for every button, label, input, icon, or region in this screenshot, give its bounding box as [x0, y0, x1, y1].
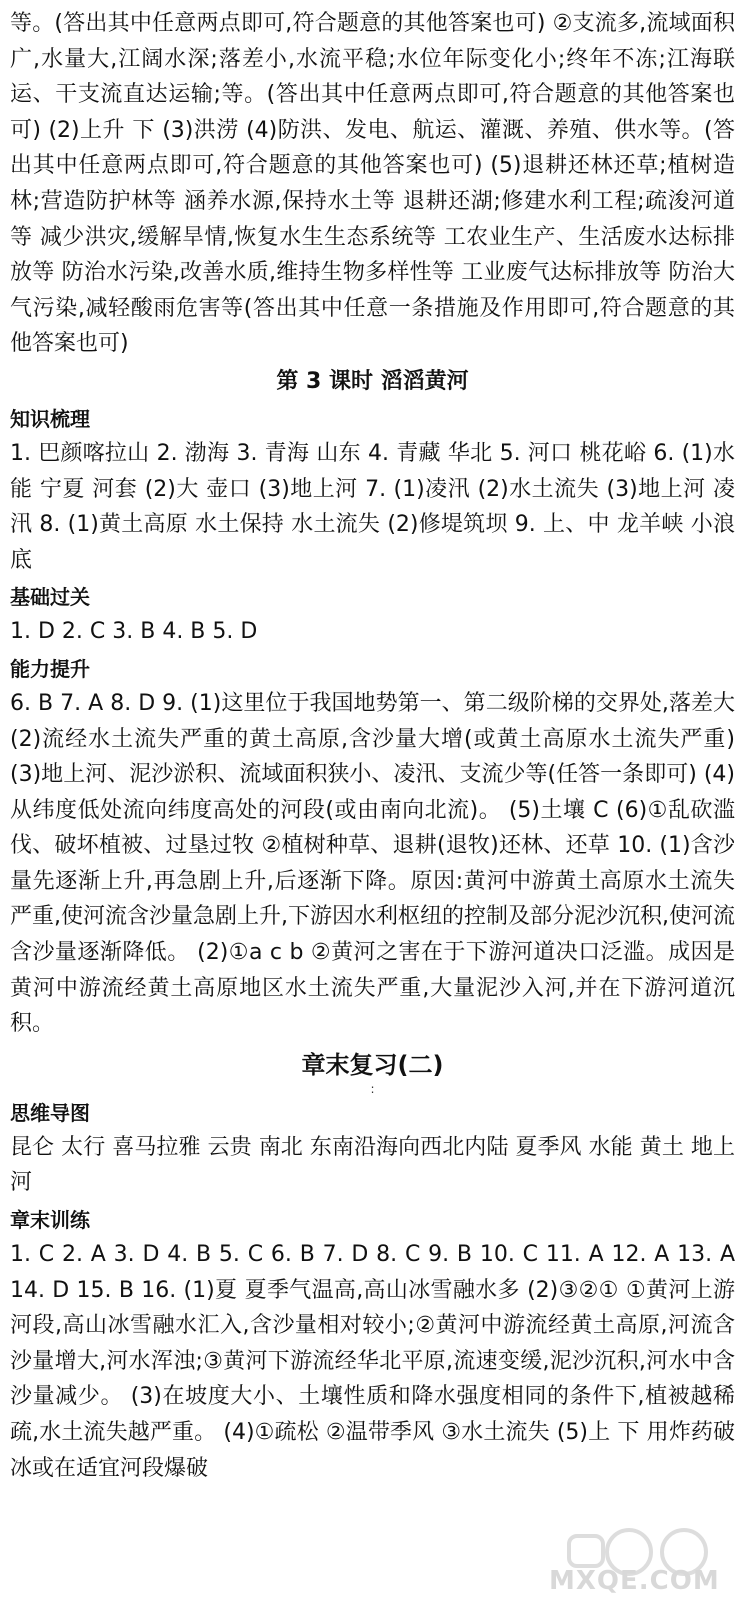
mindmap-answers: 昆仑 太行 喜马拉雅 云贵 南北 东南沿海向西北内陆 夏季风 水能 黄土 地上河: [10, 1134, 735, 1196]
ability-answers: 6. B 7. A 8. D 9. (1)这里位于我国地势第一、第二级阶梯的交界处,落差大 (2)流经水土流失严重的黄土高原,含沙量大增(或黄土高原水土流失严重) (3)地上河、泥沙淤积、流域面积狭小、凌汛、支流少等(任答一条即可) (4)从纬度低处流向纬度高处的河段(或由南向北流)。 (5)土壤 C (6)①乱砍滥伐、破坏植被、过垦过牧 ②植树种草、退耕(退牧)还林、还草 10. (1)含沙量先逐渐上升,再急剧上升,后逐渐下降。原因:黄河中游黄土高原水土流失严重,使河流含沙量急剧上升,下游因水利枢纽的控制及部分泥沙沉积,使河流含沙量逐渐降低。 (2)①a c b ②黄河之害在于下游河道决口泛滥。成因是黄河中游流经黄土高原地区水土流失严重,大量泥沙入河,并在下游河道沉积。: [10, 690, 735, 1037]
title-dot-divider: :: [370, 1081, 375, 1096]
basic-heading: 基础过关: [10, 585, 90, 610]
training-heading: 章末训练: [10, 1208, 90, 1233]
lesson-title: 第 3 课时 滔滔黄河: [276, 368, 469, 394]
knowledge-heading: 知识梳理: [10, 406, 90, 431]
basic-answers: 1. D 2. C 3. B 4. B 5. D: [10, 619, 258, 645]
watermark-text: MXQE.COM: [549, 1566, 720, 1596]
intro-paragraph: 等。(答出其中任意两点即可,符合题意的其他答案也可) ②支流多,流域面积广,水量大,江阔水深;落差小,水流平稳;水位年际变化小;终年不冻;江海联运、干支流直达运输;等。(答出其中任意两点即可,符合题意的其他答案也可) (2)上升 下 (3)洪涝 (4)防洪、发电、航运、灌溉、养殖、供水等。(答出其中任意两点即可,符合题意的其他答案也可) (5)退耕还林还草;植树造林;营造防护林等 涵养水源,保持水土等 退耕还湖;修建水利工程;疏浚河道等 减少洪灾,缓解旱情,恢复水生生态系统等 工农业生产、生活废水达标排放等 防治水污染,改善水质,维持生物多样性等 工业废气达标排放等 防治大气污染,减轻酸雨危害等(答出其中任意一条措施及作用即可,符合题意的其他答案也可): [10, 11, 735, 357]
chapter-title: 章末复习(二): [301, 1050, 444, 1079]
ability-heading: 能力提升: [10, 656, 90, 681]
knowledge-answers: 1. 巴颜喀拉山 2. 渤海 3. 青海 山东 4. 青藏 华北 5. 河口 桃花峪 6. (1)水能 宁夏 河套 (2)大 壶口 (3)地上河 7. (1)凌汛 (2)水土流失 (3)地上河 凌汛 8. (1)黄土高原 水土保持 水土流失 (2)修堤筑坝 9. 上、中 龙羊峡 小浪底: [10, 440, 735, 573]
training-answers: 1. C 2. A 3. D 4. B 5. C 6. B 7. D 8. C 9. B 10. C 11. A 12. A 13. A 14. D 15. B 16. (1)夏 夏季气温高,高山冰雪融水多 (2)③②① ①黄河上游河段,高山冰雪融水汇入,含沙量相对较小;②黄河中游流经黄土高原,河流含沙量增大,河水浑浊;③黄河下游流经华北平原,流速变缓,泥沙沉积,河水中含沙量减少。 (3)在坡度大小、土壤性质和降水强度相同的条件下,植被越稀疏,水土流失越严重。 (4)①疏松 ②温带季风 ③水土流失 (5)上 下 用炸药破冰或在适宜河段爆破: [10, 1242, 735, 1481]
mindmap-heading: 思维导图: [10, 1100, 90, 1125]
